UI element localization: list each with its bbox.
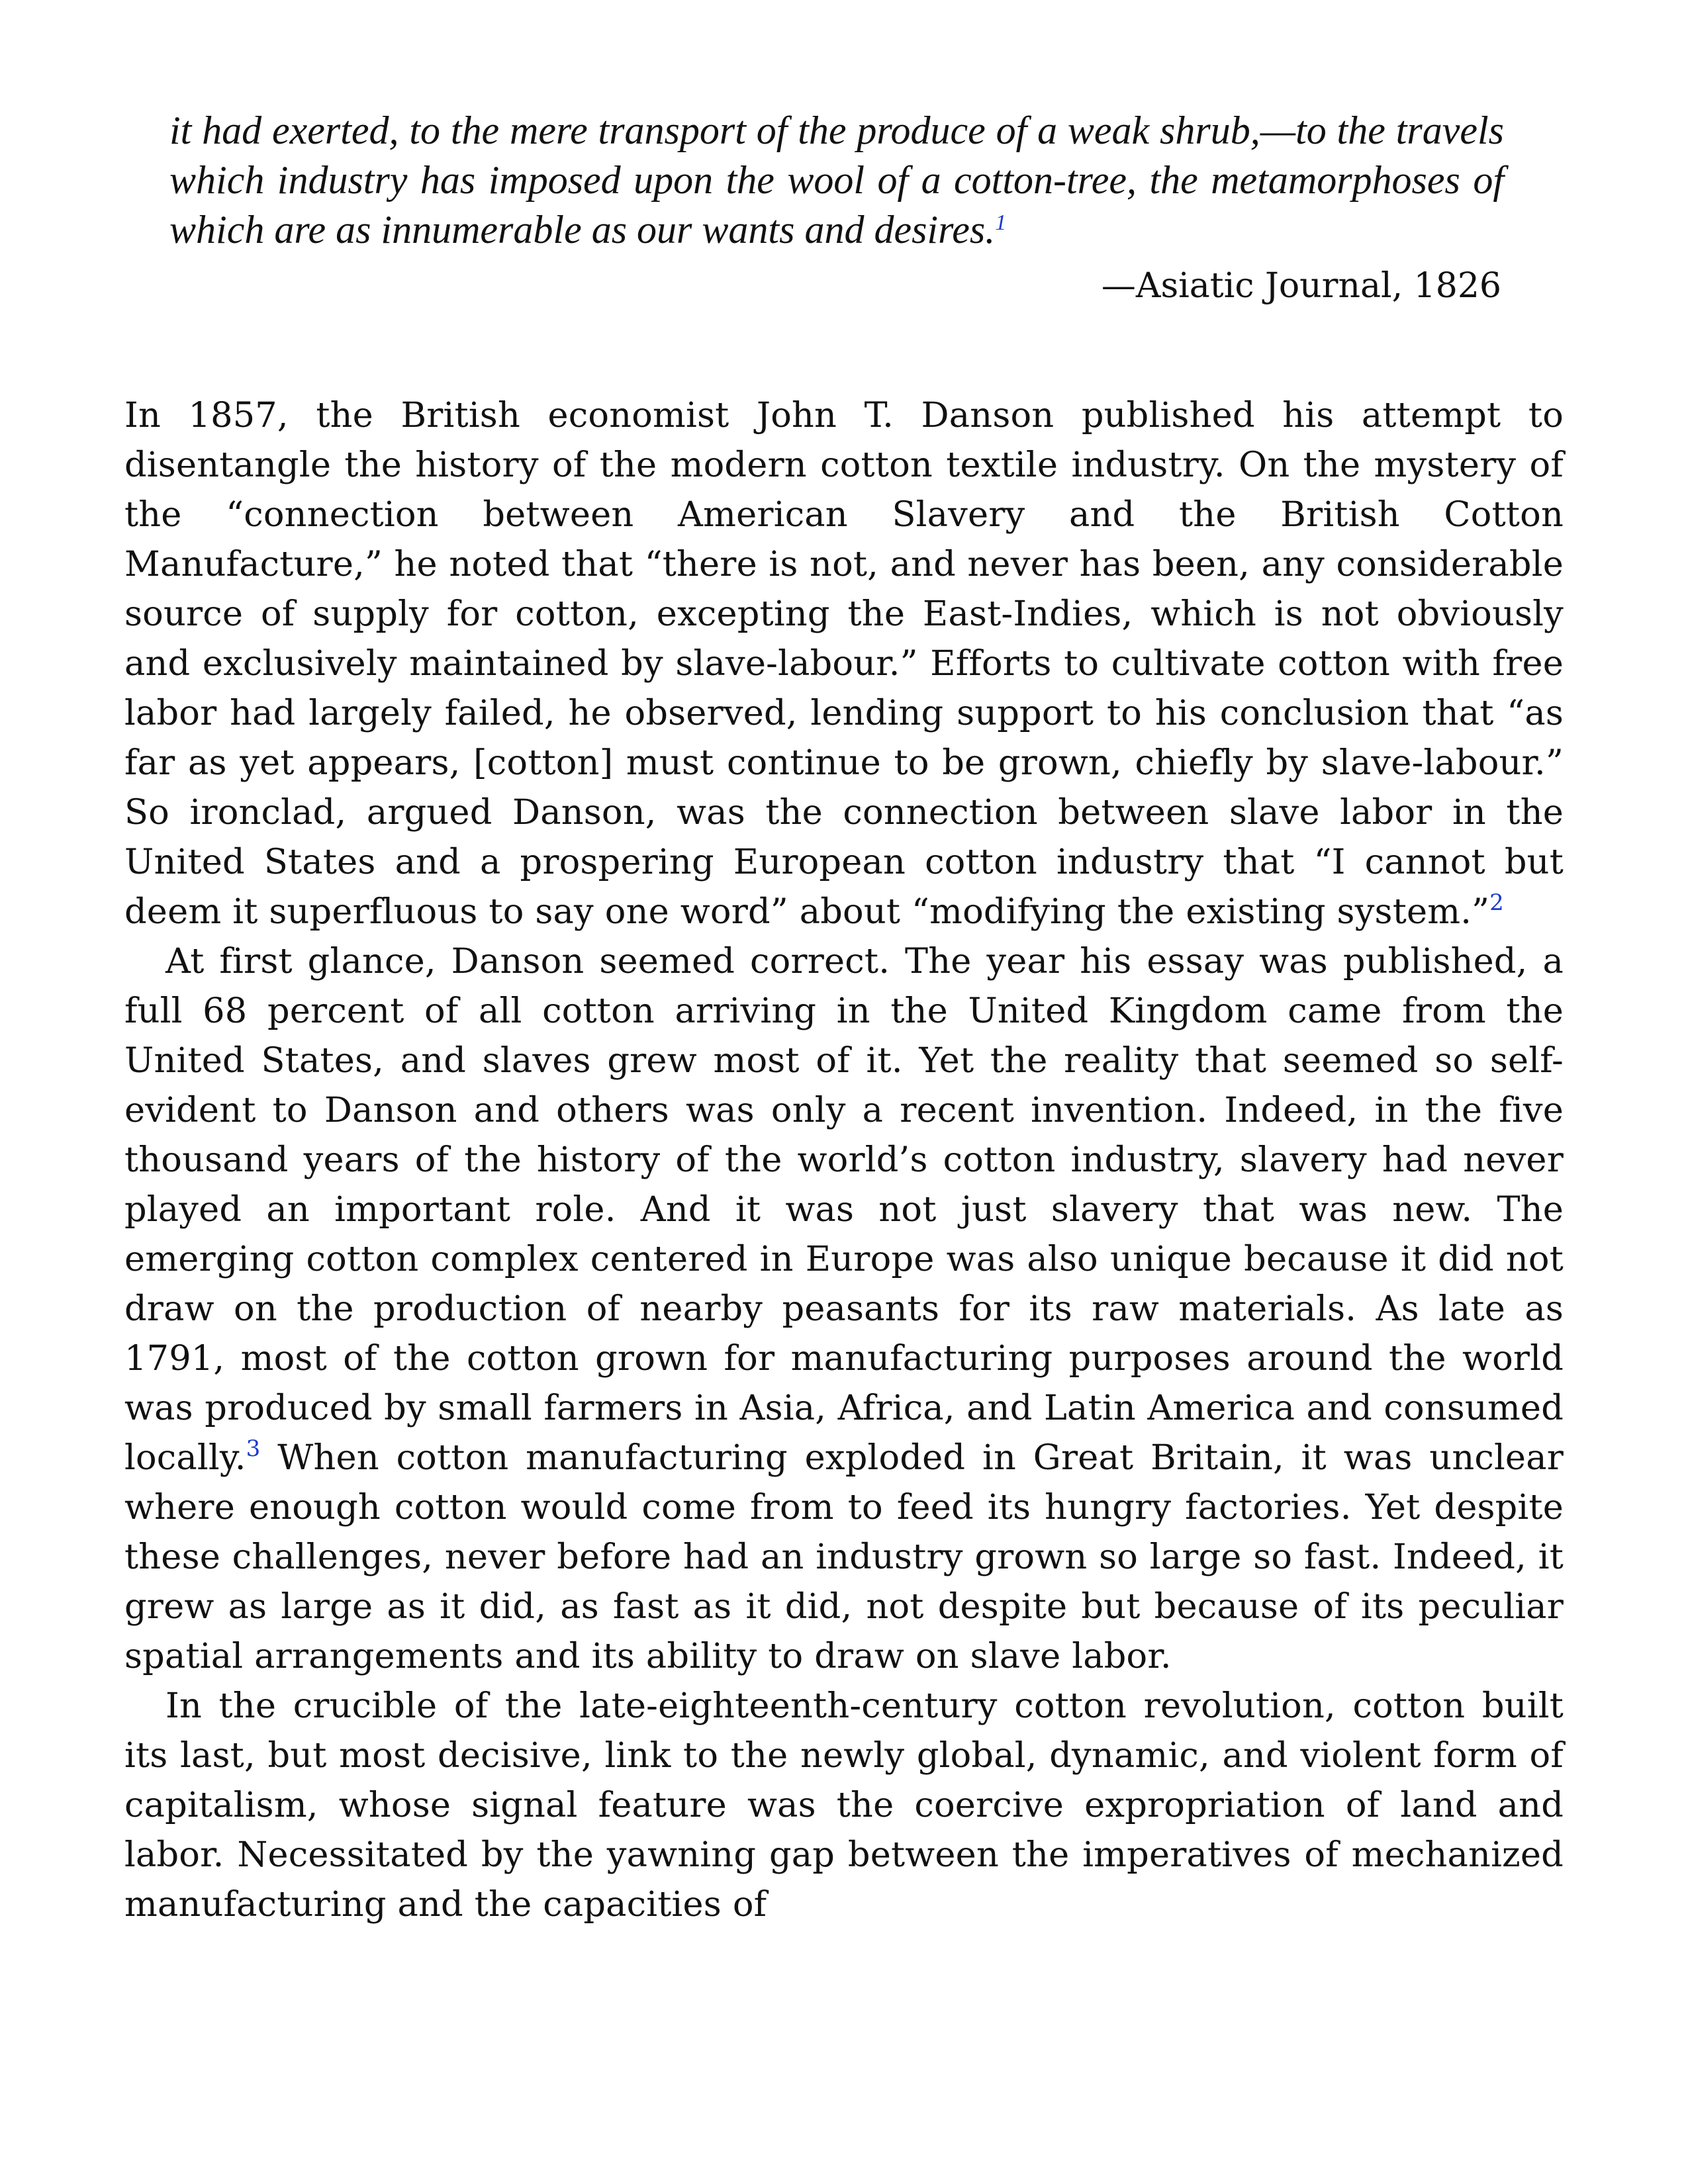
paragraph-1-text: In 1857, the British economist John T. Danson published his attempt to disentangle the history of the modern cotton textile industry. On the mystery of the “connection between American Slavery and the British Cotton Manufacture,” he noted that “there is not, and never has been, any considerable source of supply for cotton, excepting the East-Indies, which is not obviously and exclusively maintained by slave-labour.” Efforts to cultivate cotton with free labor had largely failed, he observed, lending support to his conclusion that “as far as yet appears, [cotton] must continue to be grown, chiefly by slave-labour.” So ironclad, argued Danson, was the connection between slave labor in the United States and a prospering European cotton industry that “I cannot but deem it superfluous to say one word” about “modifying the existing system.” (124, 395, 1564, 932)
footnote-link-2[interactable]: 2 (1489, 889, 1505, 916)
paragraph-1 (124, 390, 1564, 936)
epigraph-text: it had exerted, to the mere transport of the produce of a weak shrub,—to the travels which industry has imposed upon the wool of a cotton-tree, the metamorphoses of which are as innumerable as our wants and desires. (169, 109, 1504, 251)
body-text (124, 390, 1564, 1929)
paragraph-2-text-before: At first glance, Danson seemed correct. The year his essay was published, a full 68 percent of all cotton arriving in the United Kingdom came from the United States, and slaves grew most of it. Yet the reality that seemed so self-evident to Danson and others was only a recent invention. Indeed, in the five thousand years of the history of the world’s cotton industry, slavery had never played an important role. And it was not just slavery that was new. The emerging cotton complex centered in Europe was also unique because it did not draw on the production of nearby peasants for its raw materials. As late as 1791, most of the cotton grown for manufacturing purposes around the world was produced by small farmers in Asia, Africa, and Latin America and consumed locally. (124, 941, 1564, 1478)
paragraph-3 (124, 1681, 1564, 1929)
paragraph-3-text: In the crucible of the late-eighteenth-century cotton revolution, cotton built its last, but most decisive, link to the newly global, dynamic, and violent form of capitalism, whose signal feature was the coercive expropriation of land and labor. Necessitated by the yawning gap between the imperatives of mechanized manufacturing and the capacities of (124, 1686, 1564, 1925)
epigraph-quote (169, 106, 1504, 255)
paragraph-2-text-after: When cotton manufacturing exploded in Great Britain, it was unclear where enough cotton would come from to feed its hungry factories. Yet despite these challenges, never before had an industry grown so large so fast. Indeed, it grew as large as it did, as fast as it did, not despite but because of its peculiar spatial arrangements and its ability to draw on slave labor. (124, 1437, 1564, 1676)
epigraph-attribution: —Asiatic Journal, 1826 (1101, 266, 1501, 306)
paragraph-2 (124, 936, 1564, 1681)
footnote-link-3[interactable]: 3 (246, 1435, 261, 1462)
footnote-link-1[interactable]: 1 (995, 210, 1007, 235)
